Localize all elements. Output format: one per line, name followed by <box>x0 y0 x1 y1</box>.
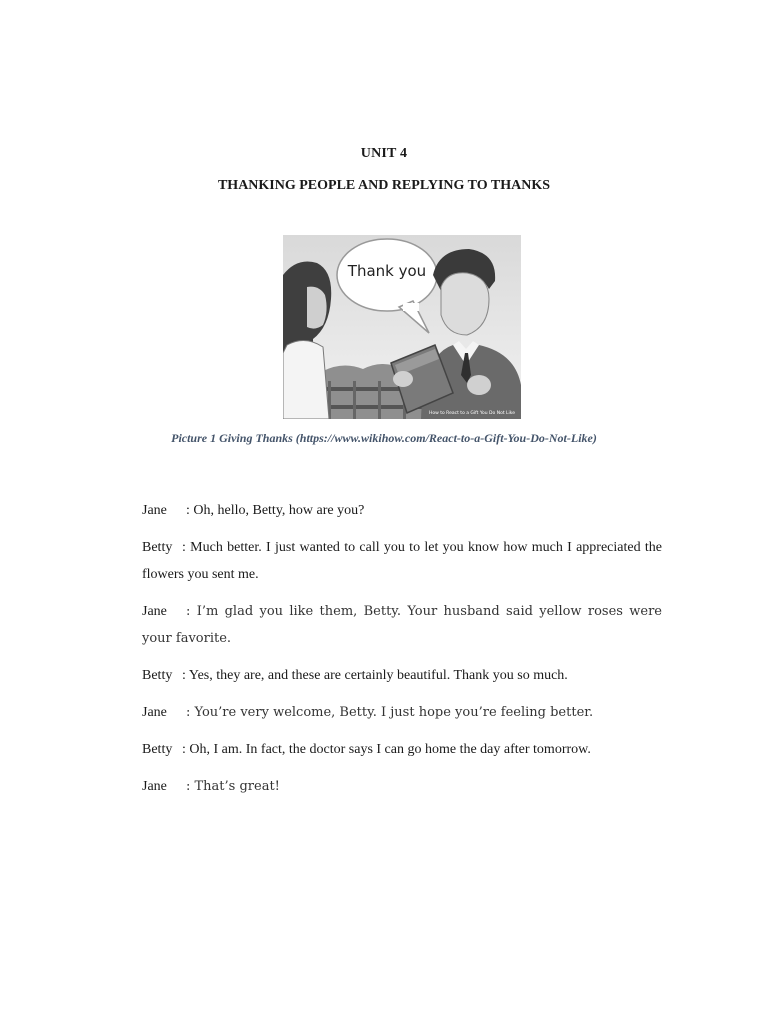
dialogue-line <box>142 662 662 689</box>
image-watermark: How to React to a Gift You Do Not Like <box>428 411 515 416</box>
speaker-name: Jane <box>142 503 167 518</box>
dialogue-text: : Much better. I just wanted to call you to let you know how much I appreciated the flowers you sent me. <box>142 540 662 582</box>
dialogue <box>142 497 662 810</box>
dialogue-text: : That’s great! <box>186 779 280 794</box>
speech-bubble-text: Thank you <box>347 262 427 280</box>
dialogue-text: : You’re very welcome, Betty. I just hope you’re feeling better. <box>186 705 594 720</box>
dialogue-text: : I’m glad you like them, Betty. Your husband said yellow roses were your favorite. <box>142 604 662 646</box>
illustration-thanking <box>283 235 521 419</box>
dialogue-line <box>142 598 662 652</box>
dialogue-text: : Oh, hello, Betty, how are you? <box>186 503 365 518</box>
dialogue-line <box>142 773 662 800</box>
dialogue-text: : Oh, I am. In fact, the doctor says I can go home the day after tomorrow. <box>182 742 591 757</box>
speaker-name: Betty <box>142 668 173 683</box>
speaker-name: Jane <box>142 779 167 794</box>
speaker-name: Betty <box>142 540 173 555</box>
dialogue-line <box>142 497 662 524</box>
dialogue-text: : Yes, they are, and these are certainly beautiful. Thank you so much. <box>182 668 568 683</box>
speaker-name: Betty <box>142 742 173 757</box>
dialogue-line <box>142 534 662 588</box>
dialogue-line <box>142 736 662 763</box>
unit-heading: UNIT 4 <box>360 146 408 161</box>
speaker-name: Jane <box>142 705 167 720</box>
figure-caption: Picture 1 Giving Thanks (https://www.wikihow.com/React-to-a-Gift-You-Do-Not-Like) <box>171 431 597 445</box>
speaker-name: Jane <box>142 604 167 619</box>
dialogue-line <box>142 699 662 726</box>
page-title: THANKING PEOPLE AND REPLYING TO THANKS <box>217 178 551 193</box>
